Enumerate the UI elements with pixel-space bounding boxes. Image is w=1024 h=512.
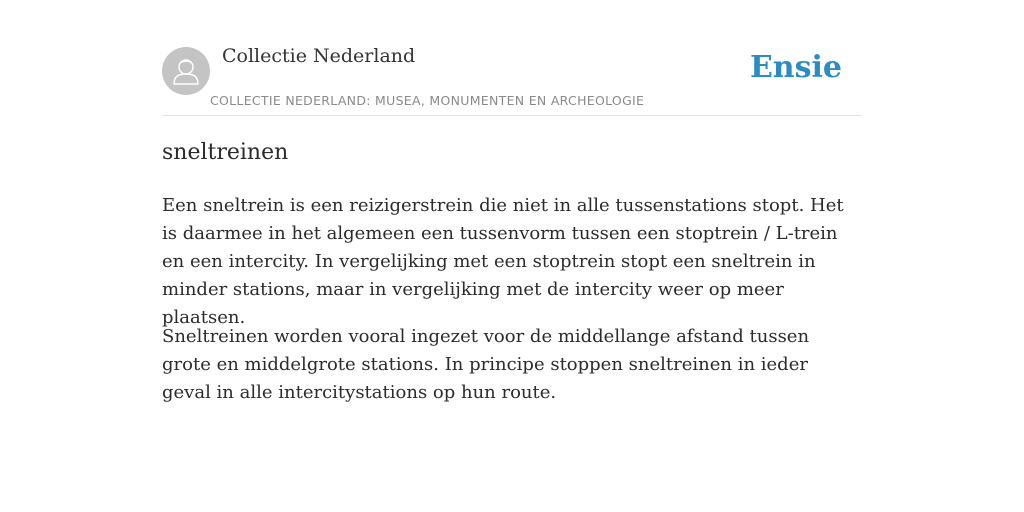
article-header: [162, 0, 862, 116]
page-container: [162, 0, 862, 403]
article-paragraph-1: Een sneltrein is een reizigerstrein die niet in alle tussenstations stopt. Het is daarmee in het algemeen een tussenvorm tussen een stoptrein / L-trein en een intercity. In vergelijking met een stoptrein stopt een sneltrein in minder stations, maar in vergelijking met de intercity weer op meer plaatsen.: [162, 195, 844, 328]
avatar-graphic: [162, 47, 210, 95]
article-paragraph-2: Sneltreinen worden vooral ingezet voor de middellange afstand tussen grote en middelgrote stations. In principe stoppen sneltreinen in ieder geval in alle intercitystations op hun route.: [162, 326, 810, 403]
user-silhouette-icon[interactable]: [162, 47, 210, 95]
ensie-logo[interactable]: Ensie: [749, 50, 842, 85]
source-label[interactable]: COLLECTIE NEDERLAND: MUSEA, MONUMENTEN EN ARCHEOLOGIE: [210, 93, 645, 108]
author-name[interactable]: Collectie Nederland: [222, 45, 416, 67]
article-title: sneltreinen: [162, 140, 289, 165]
